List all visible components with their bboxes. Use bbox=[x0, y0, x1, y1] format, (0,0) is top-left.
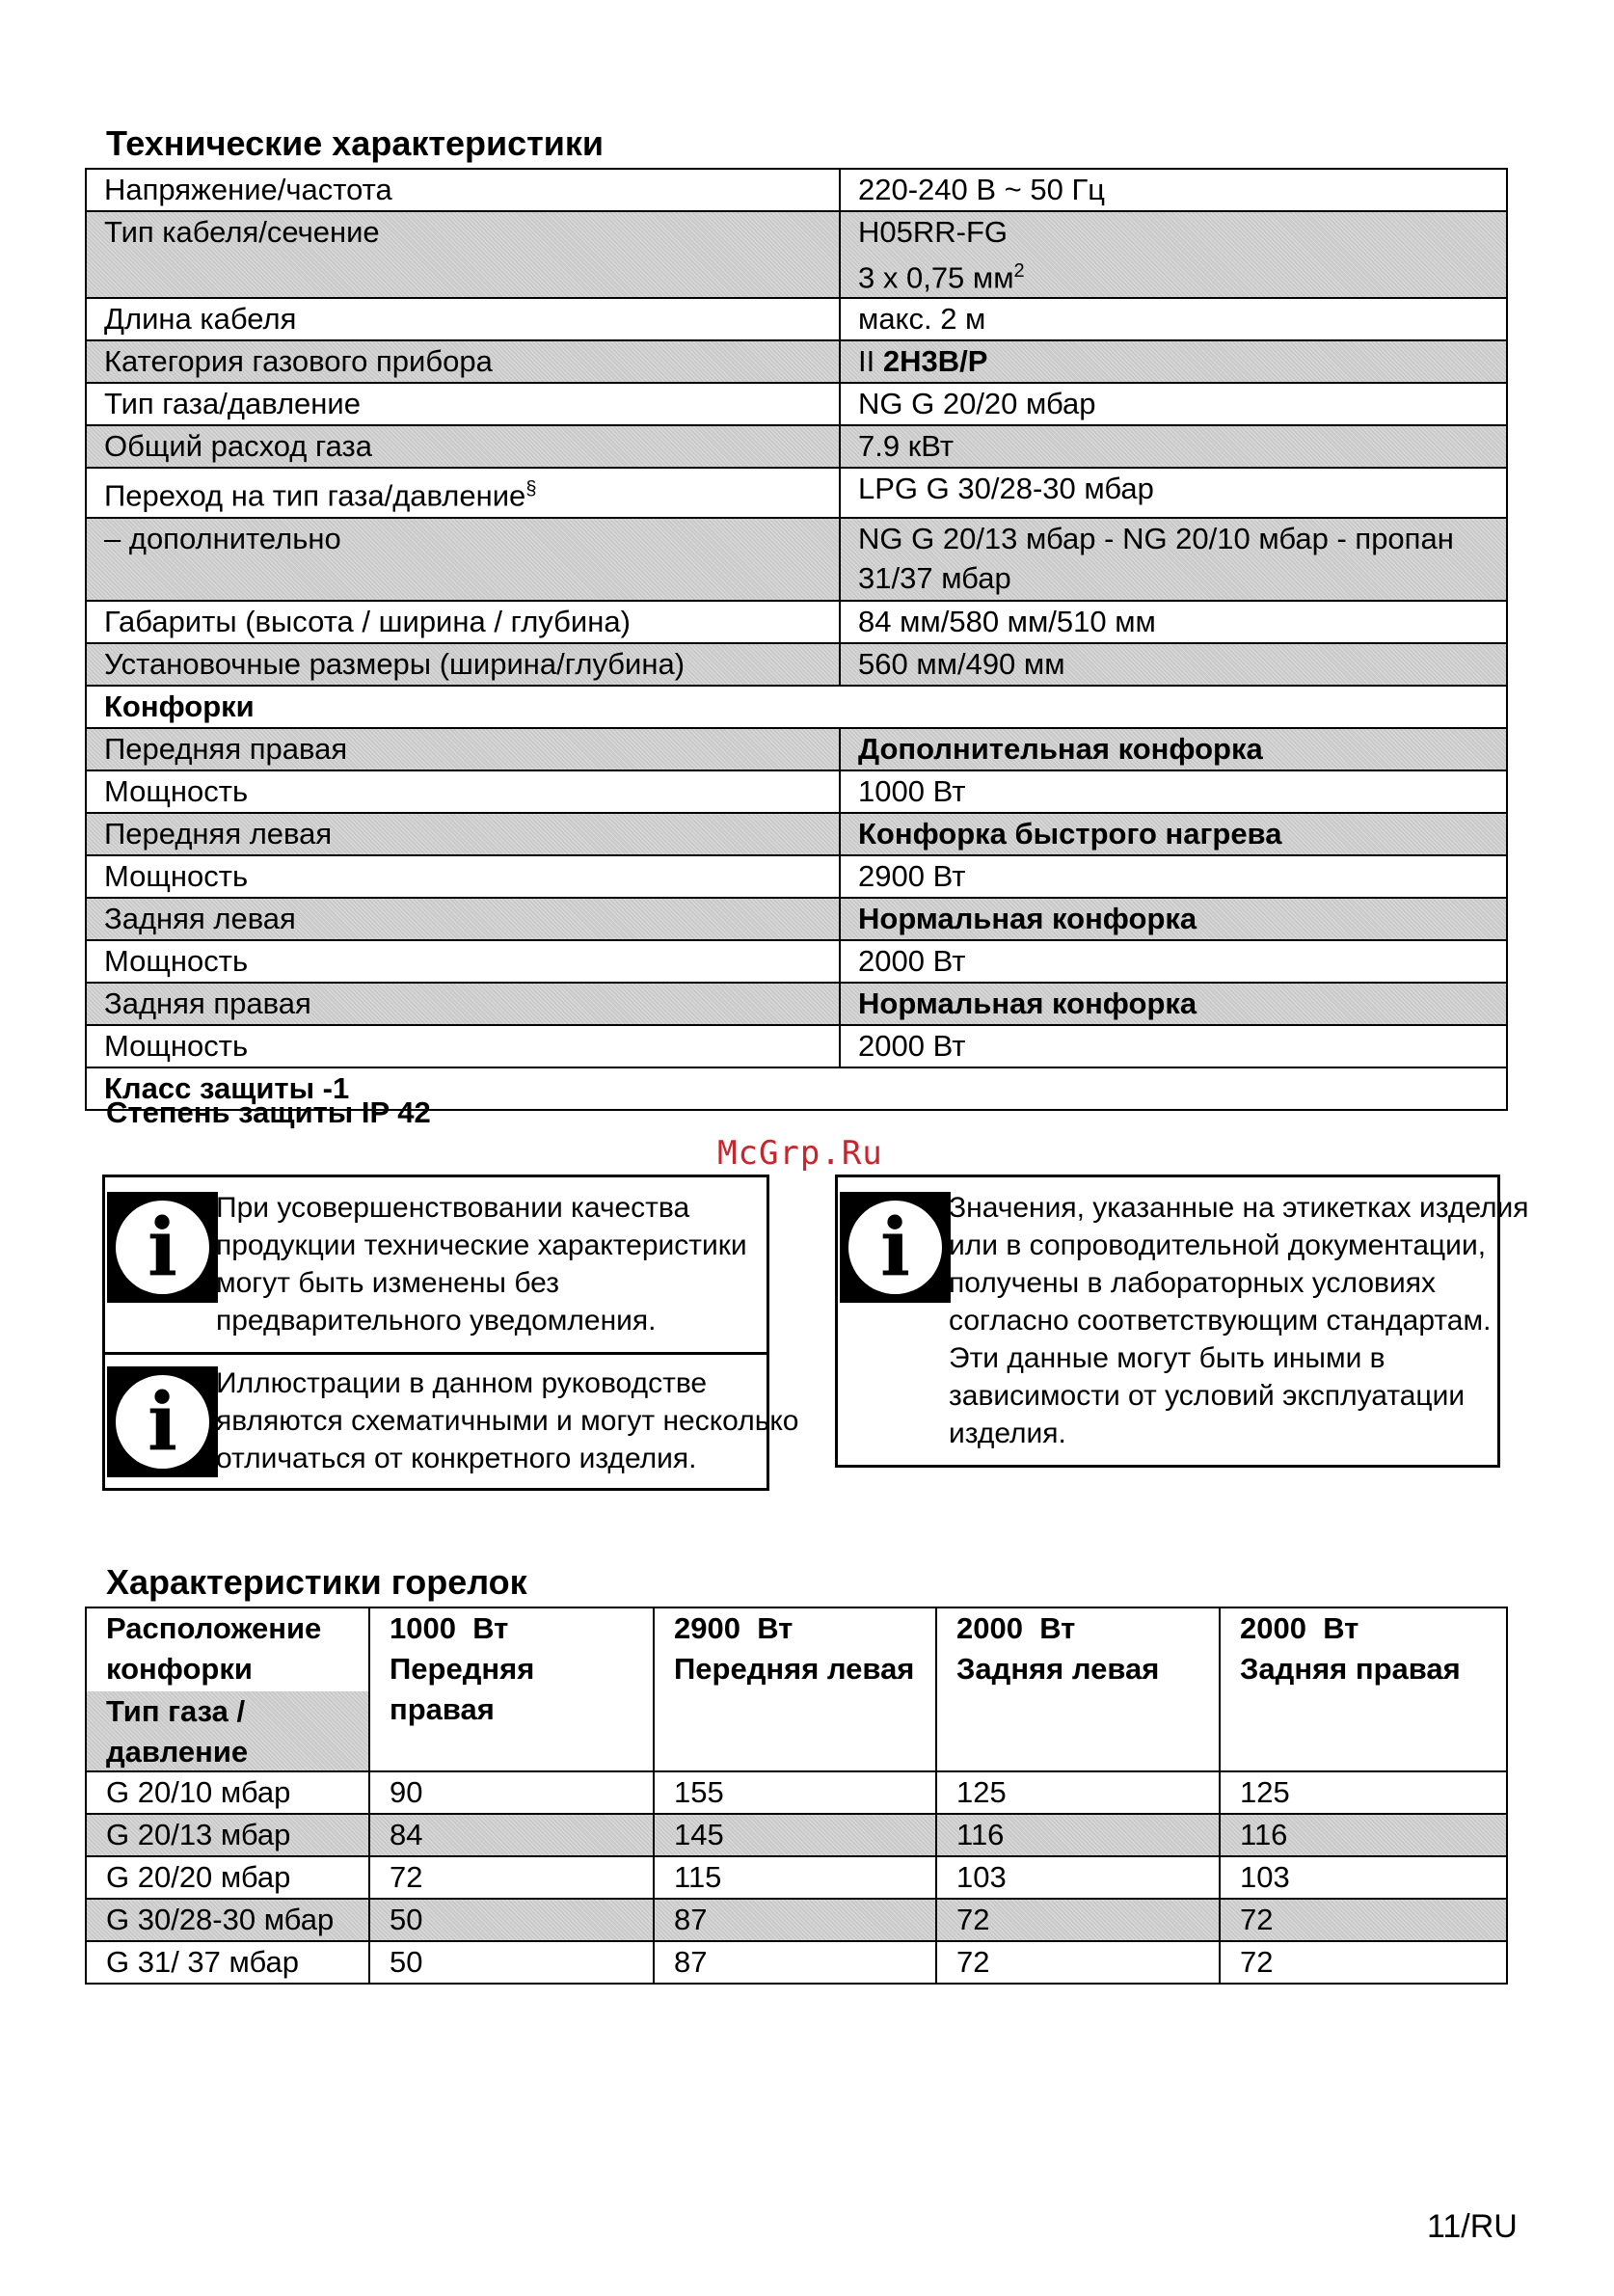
table-row bbox=[86, 728, 1507, 770]
table-row bbox=[86, 340, 1507, 383]
value-cell: 72 bbox=[1220, 1899, 1507, 1941]
table-row bbox=[86, 813, 1507, 855]
table-row bbox=[86, 983, 1507, 1025]
value-cell: 103 bbox=[936, 1856, 1220, 1899]
value-cell: 72 bbox=[936, 1941, 1220, 1984]
table-row bbox=[86, 686, 1507, 728]
spec-label: Длина кабеля bbox=[86, 298, 840, 340]
table-row bbox=[86, 383, 1507, 425]
value-cell: 125 bbox=[1220, 1771, 1507, 1814]
spec-value: макс. 2 м bbox=[840, 298, 1507, 340]
spec-title: Технические характеристики bbox=[106, 123, 605, 163]
burner-label: Мощность bbox=[86, 770, 840, 813]
value-cell: 84 bbox=[369, 1814, 654, 1856]
spec-label: Установочные размеры (ширина/глубина) bbox=[86, 643, 840, 686]
info-icon: i bbox=[107, 1192, 218, 1303]
column-header: 2000 Вт Задняя левая bbox=[936, 1607, 1220, 1771]
value-cell: 72 bbox=[936, 1899, 1220, 1941]
value-cell: 90 bbox=[369, 1771, 654, 1814]
cable-section: 3 x 0,75 мм bbox=[858, 260, 1014, 295]
spec-value bbox=[840, 340, 1507, 383]
info-icon: i bbox=[840, 1192, 951, 1303]
gas-cell: G 31/ 37 мбар bbox=[86, 1941, 369, 1984]
cable-type: H05RR-FG bbox=[858, 215, 1009, 249]
table-row bbox=[86, 940, 1507, 983]
table-row bbox=[86, 1941, 1507, 1984]
table-row bbox=[86, 468, 1507, 517]
table-row bbox=[86, 1899, 1507, 1941]
spec-label: Напряжение/частота bbox=[86, 169, 840, 211]
spec-value bbox=[840, 211, 1507, 298]
value-cell: 155 bbox=[654, 1771, 936, 1814]
note-top bbox=[105, 1177, 767, 1355]
conversion-label: Переход на тип газа/давление bbox=[104, 478, 526, 513]
spec-value: 7.9 кВт bbox=[840, 425, 1507, 468]
superscript: 2 bbox=[1013, 260, 1025, 282]
gas-category-code: 2H3B/P bbox=[882, 344, 988, 379]
spec-label bbox=[86, 468, 840, 517]
table-row bbox=[86, 643, 1507, 686]
table-row bbox=[86, 1856, 1507, 1899]
burner-label: Мощность bbox=[86, 940, 840, 983]
spec-label: Общий расход газа bbox=[86, 425, 840, 468]
table-row bbox=[86, 425, 1507, 468]
gas-cell: G 20/20 мбар bbox=[86, 1856, 369, 1899]
spec-label: Габариты (высота / ширина / глубина) bbox=[86, 601, 840, 643]
burner-value: Дополнительная конфорка bbox=[840, 728, 1507, 770]
spec-value bbox=[840, 518, 1507, 601]
value-cell: 103 bbox=[1220, 1856, 1507, 1899]
spec-label: Тип газа/давление bbox=[86, 383, 840, 425]
table-row bbox=[86, 770, 1507, 813]
burner-label: Задняя правая bbox=[86, 983, 840, 1025]
value-cell: 50 bbox=[369, 1941, 654, 1984]
burners-table bbox=[85, 1607, 1508, 1985]
table-header-row bbox=[86, 1607, 1507, 1771]
burners-title: Характеристики горелок bbox=[106, 1562, 527, 1602]
table-row bbox=[86, 1814, 1507, 1856]
column-header: 2900 Вт Передняя левая bbox=[654, 1607, 936, 1771]
additional-gas-line2: 31/37 мбар bbox=[858, 560, 1011, 595]
table-row bbox=[86, 601, 1507, 643]
note-bottom bbox=[105, 1355, 799, 1488]
table-row bbox=[86, 1771, 1507, 1814]
table-row bbox=[86, 1025, 1507, 1067]
value-cell: 115 bbox=[654, 1856, 936, 1899]
column-header: 2000 Вт Задняя правая bbox=[1220, 1607, 1507, 1771]
spec-label: – дополнительно bbox=[86, 518, 840, 601]
value-cell: 145 bbox=[654, 1814, 936, 1856]
gas-cell: G 20/10 мбар bbox=[86, 1771, 369, 1814]
value-cell: 116 bbox=[936, 1814, 1220, 1856]
gas-cell: G 30/28-30 мбар bbox=[86, 1899, 369, 1941]
note-text: При усовершенствовании качества продукции технические характеристики могут быть изменены без предварительного уведомления. bbox=[216, 1192, 747, 1337]
corner-header bbox=[86, 1607, 369, 1771]
superscript: § bbox=[525, 478, 537, 500]
burner-value: 1000 Вт bbox=[840, 770, 1507, 813]
table-row bbox=[86, 898, 1507, 940]
note-box-left bbox=[102, 1175, 799, 1491]
spec-label: Категория газового прибора bbox=[86, 340, 840, 383]
table-row bbox=[86, 855, 1507, 898]
burner-label: Передняя левая bbox=[86, 813, 840, 855]
spec-value: 84 мм/580 мм/510 мм bbox=[840, 601, 1507, 643]
value-cell: 87 bbox=[654, 1899, 936, 1941]
page-number: 11/RU bbox=[1427, 2208, 1518, 2245]
burner-label: Мощность bbox=[86, 1025, 840, 1067]
table-row bbox=[86, 518, 1507, 601]
value-cell: 125 bbox=[936, 1771, 1220, 1814]
spec-label: Тип кабеля/сечение bbox=[86, 211, 840, 298]
protection-class: Класс защиты -1 bbox=[86, 1067, 1507, 1110]
additional-gas-line1: NG G 20/13 мбар - NG 20/10 мбар - пропан bbox=[858, 521, 1454, 555]
column-header: 1000 Вт Передняя правая bbox=[369, 1607, 654, 1771]
info-icon: i bbox=[107, 1366, 218, 1477]
spec-value: 220-240 В ~ 50 Гц bbox=[840, 169, 1507, 211]
value-cell: 87 bbox=[654, 1941, 936, 1984]
value-cell: 50 bbox=[369, 1899, 654, 1941]
burners-heading: Конфорки bbox=[86, 686, 1507, 728]
burner-value: 2000 Вт bbox=[840, 1025, 1507, 1067]
burner-label: Передняя правая bbox=[86, 728, 840, 770]
gas-cell: G 20/13 мбар bbox=[86, 1814, 369, 1856]
value-cell: 72 bbox=[1220, 1941, 1507, 1984]
spec-value: NG G 20/20 мбар bbox=[840, 383, 1507, 425]
burner-value: 2000 Вт bbox=[840, 940, 1507, 983]
value-cell: 72 bbox=[369, 1856, 654, 1899]
note-box-right bbox=[835, 1175, 1529, 1468]
spec-table bbox=[85, 168, 1508, 1111]
spec-value: LPG G 30/28-30 мбар bbox=[840, 468, 1507, 517]
burner-label: Задняя левая bbox=[86, 898, 840, 940]
value-cell: 116 bbox=[1220, 1814, 1507, 1856]
watermark-text: McGrp.Ru bbox=[717, 1134, 883, 1173]
spec-value: 560 мм/490 мм bbox=[840, 643, 1507, 686]
burner-label: Мощность bbox=[86, 855, 840, 898]
gas-category-prefix: II bbox=[858, 344, 883, 379]
corner-bottom: Тип газа / давление bbox=[87, 1691, 368, 1770]
corner-top: Расположение конфорки bbox=[106, 1611, 322, 1686]
note-text: Иллюстрации в данном руководстве являются схематичными и могут несколько отличаться от конкретного изделия. bbox=[216, 1367, 799, 1474]
burner-value: Конфорка быстрого нагрева bbox=[840, 813, 1507, 855]
note-text: Значения, указанные на этикетках изделия или в сопроводительной документации, получены в лабораторных условиях согласно соответствующим стандартам. Эти данные могут быть иными в зависимости от условий эксплуатации изделия. bbox=[949, 1192, 1529, 1449]
ip-rating: Степень защиты IP 42 bbox=[106, 1095, 431, 1129]
table-row bbox=[86, 169, 1507, 211]
burner-value: 2900 Вт bbox=[840, 855, 1507, 898]
burner-value: Нормальная конфорка bbox=[840, 898, 1507, 940]
table-row bbox=[86, 298, 1507, 340]
burner-value: Нормальная конфорка bbox=[840, 983, 1507, 1025]
table-row bbox=[86, 211, 1507, 298]
